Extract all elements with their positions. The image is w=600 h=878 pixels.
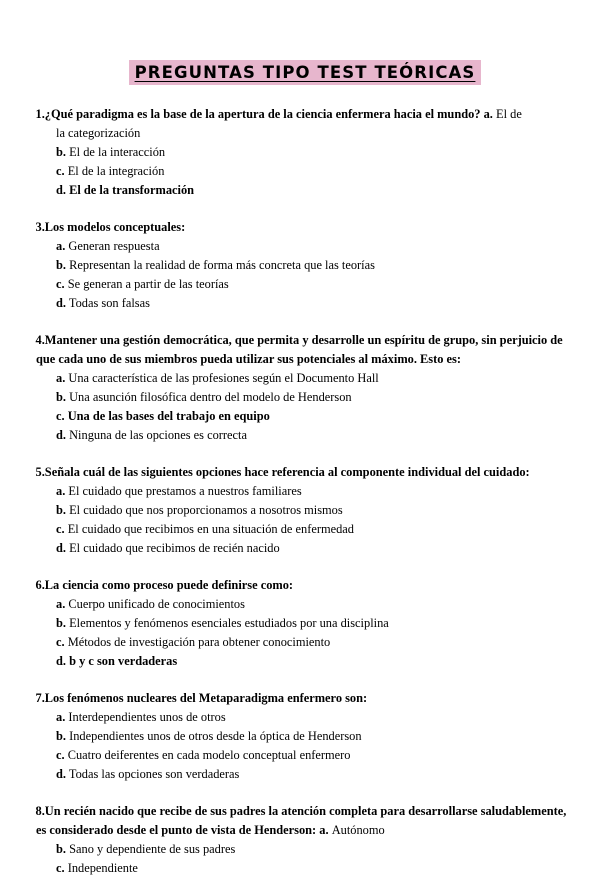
option-letter: b. bbox=[56, 729, 66, 744]
question-block bbox=[32, 802, 578, 878]
page-title: PREGUNTAS TIPO TEST TEÓRICAS bbox=[129, 60, 482, 85]
option-text: Cuatro deiferentes en cada modelo conceptual enfermero bbox=[67, 748, 351, 763]
question-number: 6. bbox=[35, 578, 45, 593]
option-text: Todas las opciones son verdaderas bbox=[68, 767, 240, 782]
option-text: Interdependientes unos de otros bbox=[68, 710, 226, 725]
option-item bbox=[32, 539, 578, 558]
option-text: Métodos de investigación para obtener conocimiento bbox=[67, 635, 331, 650]
option-item bbox=[32, 256, 578, 275]
option-text: Ninguna de las opciones es correcta bbox=[69, 428, 247, 443]
question-stem bbox=[32, 105, 578, 124]
question-stem bbox=[32, 576, 578, 595]
option-item bbox=[32, 652, 578, 671]
option-item bbox=[32, 520, 578, 539]
option-letter: c. bbox=[56, 522, 65, 537]
option-letter: b. bbox=[56, 390, 66, 405]
option-item bbox=[32, 501, 578, 520]
option-text: Generan respuesta bbox=[68, 239, 160, 254]
option-text: b y c son verdaderas bbox=[69, 654, 178, 669]
question-stem bbox=[32, 331, 578, 369]
option-item bbox=[32, 388, 578, 407]
option-list bbox=[32, 482, 578, 558]
option-letter: c. bbox=[56, 635, 65, 650]
option-letter: c. bbox=[56, 861, 65, 876]
option-text: Todas son falsas bbox=[68, 296, 150, 311]
option-item bbox=[32, 746, 578, 765]
option-text: Cuerpo unificado de conocimientos bbox=[68, 597, 245, 612]
option-list bbox=[32, 708, 578, 784]
option-letter: d. bbox=[56, 428, 66, 443]
option-letter: c. bbox=[56, 164, 65, 179]
question-block bbox=[32, 218, 578, 313]
question-number: 1. bbox=[35, 107, 45, 122]
option-item bbox=[32, 840, 578, 859]
question-text: Señala cuál de las siguientes opciones hace referencia al componente individual del cuidado: bbox=[44, 465, 530, 480]
option-item bbox=[32, 407, 578, 426]
option-text: Sano y dependiente de sus padres bbox=[69, 842, 236, 857]
option-letter: c. bbox=[56, 277, 65, 292]
option-letter: a. bbox=[56, 239, 66, 254]
questions-list bbox=[32, 105, 578, 878]
option-text: Representan la realidad de forma más concreta que las teorías bbox=[69, 258, 375, 273]
option-item bbox=[32, 614, 578, 633]
option-text: Una característica de las profesiones según el Documento Hall bbox=[68, 371, 379, 386]
question-number: 8. bbox=[35, 804, 45, 819]
question-block bbox=[32, 331, 578, 445]
question-stem bbox=[32, 689, 578, 708]
title-container bbox=[32, 60, 578, 85]
question-stem bbox=[32, 218, 578, 237]
question-text: La ciencia como proceso puede definirse como: bbox=[44, 578, 294, 593]
option-list bbox=[32, 840, 578, 878]
option-item bbox=[32, 727, 578, 746]
option-text: El de la integración bbox=[67, 164, 165, 179]
option-item bbox=[32, 369, 578, 388]
option-list bbox=[32, 143, 578, 200]
question-number: 7. bbox=[35, 691, 45, 706]
option-letter: b. bbox=[56, 616, 66, 631]
question-number: 3. bbox=[35, 220, 45, 235]
option-list bbox=[32, 369, 578, 445]
option-item bbox=[32, 162, 578, 181]
question-block bbox=[32, 576, 578, 671]
question-text: Mantener una gestión democrática, que permita y desarrolle un espíritu de grupo, sin perjuicio de que cada uno de sus miembros pueda utilizar sus potenciales al máximo. Esto es: bbox=[36, 333, 563, 367]
option-text: El de bbox=[496, 107, 522, 122]
option-text: Una de las bases del trabajo en equipo bbox=[67, 409, 270, 424]
question-text: Un recién nacido que recibe de sus padres la atención completa para desarrollarse saludablemente, es considerado desde el punto de vista de Henderson: bbox=[36, 804, 567, 838]
option-text: El cuidado que prestamos a nuestros familiares bbox=[68, 484, 302, 499]
option-letter: d. bbox=[56, 767, 66, 782]
option-letter: b. bbox=[56, 842, 66, 857]
option-text: Independientes unos de otros desde la óptica de Henderson bbox=[69, 729, 362, 744]
option-letter: b. bbox=[56, 258, 66, 273]
option-item bbox=[32, 294, 578, 313]
option-item bbox=[32, 633, 578, 652]
option-letter: a. bbox=[56, 371, 66, 386]
option-text: Una asunción filosófica dentro del modelo de Henderson bbox=[69, 390, 352, 405]
option-item bbox=[32, 708, 578, 727]
option-letter: a. bbox=[319, 823, 329, 838]
option-text: Independiente bbox=[67, 861, 138, 876]
question-block bbox=[32, 105, 578, 200]
option-letter: c. bbox=[56, 409, 65, 424]
option-letter: d. bbox=[56, 654, 66, 669]
option-text: Autónomo bbox=[331, 823, 385, 838]
question-block bbox=[32, 463, 578, 558]
option-item bbox=[32, 859, 578, 878]
option-letter: a. bbox=[56, 484, 66, 499]
option-letter: b. bbox=[56, 503, 66, 518]
option-text-continuation: la categorización bbox=[56, 126, 141, 141]
option-letter: c. bbox=[56, 748, 65, 763]
option-letter: d. bbox=[56, 296, 66, 311]
option-letter: a. bbox=[56, 597, 66, 612]
option-letter: a. bbox=[483, 107, 493, 122]
option-list bbox=[32, 595, 578, 671]
option-letter: d. bbox=[56, 541, 66, 556]
option-item bbox=[32, 765, 578, 784]
option-text: Elementos y fenómenos esenciales estudiados por una disciplina bbox=[69, 616, 389, 631]
option-letter: d. bbox=[56, 183, 66, 198]
option-item bbox=[32, 275, 578, 294]
question-stem bbox=[32, 463, 578, 482]
question-number: 4. bbox=[35, 333, 45, 348]
question-text: ¿Qué paradigma es la base de la apertura de la ciencia enfermera hacia el mundo? bbox=[44, 107, 481, 122]
option-list bbox=[32, 237, 578, 313]
option-item bbox=[32, 595, 578, 614]
question-text: Los modelos conceptuales: bbox=[44, 220, 186, 235]
option-text: El cuidado que nos proporcionamos a nosotros mismos bbox=[69, 503, 343, 518]
question-stem bbox=[32, 802, 578, 840]
question-number: 5. bbox=[35, 465, 45, 480]
option-letter: b. bbox=[56, 145, 66, 160]
option-letter: a. bbox=[56, 710, 66, 725]
option-text: El cuidado que recibimos de recién nacido bbox=[69, 541, 280, 556]
option-text: Se generan a partir de las teorías bbox=[67, 277, 229, 292]
question-text: Los fenómenos nucleares del Metaparadigma enfermero son: bbox=[44, 691, 368, 706]
option-item bbox=[32, 482, 578, 501]
option-item bbox=[32, 181, 578, 200]
option-text: El de la interacción bbox=[69, 145, 166, 160]
option-text: El de la transformación bbox=[69, 183, 195, 198]
option-item bbox=[32, 237, 578, 256]
question-block bbox=[32, 689, 578, 784]
option-item bbox=[32, 143, 578, 162]
option-item bbox=[32, 426, 578, 445]
option-text: El cuidado que recibimos en una situación de enfermedad bbox=[67, 522, 354, 537]
